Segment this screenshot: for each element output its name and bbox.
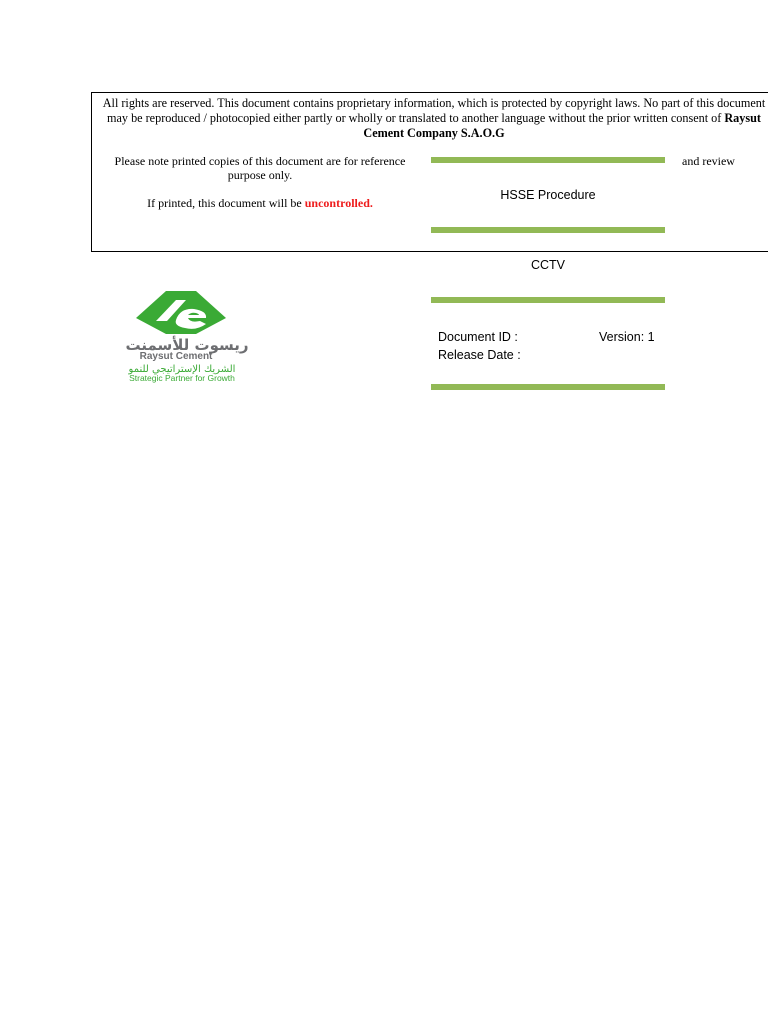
version-label: Version: 1 [599,330,655,344]
uncontrolled-word: uncontrolled. [304,196,373,210]
release-date-label: Release Date : [438,348,521,362]
and-review-text: and review [682,154,735,168]
copyright-notice-text [100,96,768,141]
logo-arabic-tagline: الشريك الإستراتيجي للنمو [128,364,236,375]
green-divider-2 [431,227,665,233]
copyright-text: All rights are reserved. This document contains proprietary information, which is protected by copyright laws. No part of this document may be reproduced / photocopied either partly or wholly or translated to another language without the prior written consent of [102,96,766,125]
logo-graphic [92,287,282,385]
green-divider-3 [431,297,665,303]
document-type-title: HSSE Procedure [500,188,596,202]
green-divider-4 [431,384,665,390]
logo-arabic-name: ريسوت للأسمنت [125,336,249,354]
logo-english-name: Raysut Cement [139,351,213,362]
logo-english-tagline: Strategic Partner for Growth [129,373,235,383]
uncontrolled-prefix: If printed, this document will be [147,196,305,210]
document-id-label: Document ID : [438,330,518,344]
document-subject: CCTV [530,258,566,272]
uncontrolled-note [100,196,420,210]
copyright-notice-box [91,92,768,252]
green-divider-1 [431,157,665,163]
printed-copies-note: Please note printed copies of this document are for reference purpose only. [114,154,406,182]
raysut-cement-logo [92,287,282,385]
company-name: Raysut Cement Company S.A.O.G [363,111,761,140]
